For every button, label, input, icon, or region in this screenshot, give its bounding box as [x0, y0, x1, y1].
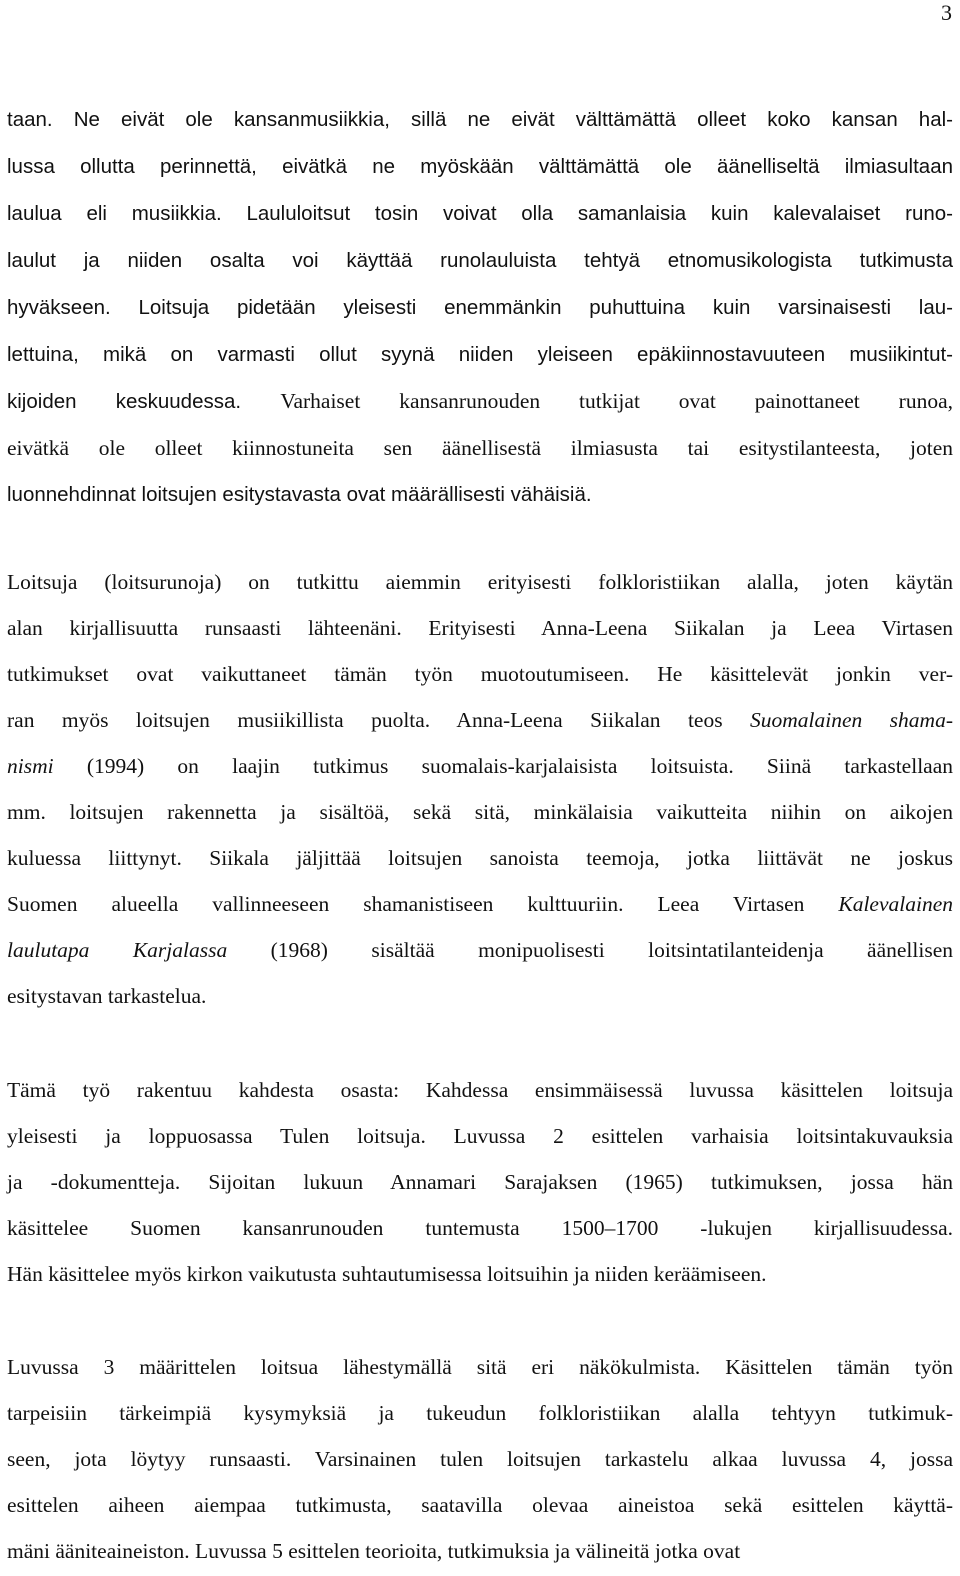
text-line	[7, 284, 953, 331]
text-line	[7, 1205, 953, 1251]
text-line	[7, 190, 953, 237]
text-line	[7, 378, 953, 425]
text-line	[7, 425, 953, 471]
text-segment: Suomen alueella vallinneeseen shamanistiseen kulttuuriin. Leea Virtasen	[7, 892, 839, 916]
italic-title: laulutapa Karjalassa	[7, 938, 228, 962]
text-line	[7, 96, 953, 143]
text-line	[7, 1390, 953, 1436]
text-line	[7, 1067, 953, 1113]
text-line	[7, 1344, 953, 1390]
text-line	[7, 1251, 953, 1297]
text-line	[7, 1482, 953, 1528]
text-segment: kuluessa liittynyt. Siikala jäljittää loitsujen sanoista teemoja, jotka liittävät ne joskus	[7, 846, 953, 870]
text-line	[7, 471, 953, 518]
text-line	[7, 605, 953, 651]
text-segment: Loitsuja (loitsurunoja) on tutkittu aiemmin erityisesti folkloristiikan alalla, joten käytän	[7, 570, 953, 594]
text-segment: tutkimukset ovat vaikuttaneet tämän työn muotoutumiseen. He käsittelevät jonkin ver-	[7, 662, 953, 686]
text-segment: hyväkseen.	[7, 296, 139, 319]
page-number: 3	[941, 0, 952, 25]
text-segment: Laululoitsut tosin voivat olla samanlaisia kuin kalevalaiset runo-	[246, 202, 953, 225]
text-segment: esittelen aiheen aiempaa tutkimusta, saatavilla olevaa aineistoa sekä esittelen käyttä-	[7, 1493, 953, 1517]
text-line	[7, 927, 953, 973]
text-segment: laulua eli musiikkia.	[7, 202, 247, 225]
text-line	[7, 559, 953, 605]
text-segment: tarpeisiin tärkeimpiä kysymyksiä ja tukeudun folkloristiikan alalla tehtyyn tutkimuk-	[7, 1401, 953, 1425]
text-segment: laulut ja niiden osalta voi käyttää runolauluista tehtyä etnomusikologista tutkimusta	[7, 249, 953, 272]
paragraph-4	[7, 1344, 953, 1574]
text-segment: yleisesti ja loppuosassa Tulen loitsuja. Luvussa 2 esittelen varhaisia loitsintakuvauksia	[7, 1124, 953, 1148]
text-segment: Loitsuja pidetään yleisesti enemmänkin puhuttuina kuin varsinaisesti lau-	[138, 296, 953, 319]
italic-title: Kalevalainen	[838, 892, 953, 916]
text-segment: Hän käsittelee myös kirkon vaikutusta suhtautumisessa loitsuihin ja niiden keräämiseen.	[7, 1262, 767, 1286]
text-line	[7, 697, 953, 743]
text-segment: ja -dokumentteja. Sijoitan lukuun Annamari Sarajaksen (1965) tutkimuksen, jossa hän	[7, 1170, 953, 1194]
paragraph-1	[7, 96, 953, 518]
paragraph-2	[7, 559, 953, 1019]
text-segment: Ne eivät ole kansanmusiikkia, sillä ne eivät välttämättä olleet koko kansan hal-	[73, 108, 953, 131]
paragraph-3	[7, 1067, 953, 1297]
text-segment: käsittelee Suomen kansanrunouden tuntemusta 1500–1700 -lukujen kirjallisuudessa.	[7, 1216, 953, 1240]
italic-title: Suomalainen shama-	[750, 708, 953, 732]
text-segment: lussa ollutta perinnettä, eivätkä ne myöskään välttämättä ole äänelliseltä ilmiasultaan	[7, 155, 953, 178]
text-segment: esitystavan tarkastelua.	[7, 984, 207, 1008]
text-line	[7, 1113, 953, 1159]
text-line	[7, 835, 953, 881]
text-segment: alan kirjallisuutta runsaasti lähteenäni. Erityisesti Anna-Leena Siikalan ja Leea Virtasen	[7, 616, 953, 640]
text-segment: Varhaiset kansanrunouden tutkijat ovat painottaneet runoa,	[280, 389, 954, 413]
text-line	[7, 1436, 953, 1482]
text-segment: mäni ääniteaineiston. Luvussa 5 esittelen teorioita, tutkimuksia ja välineitä jotka ovat	[7, 1539, 741, 1563]
text-line	[7, 973, 953, 1019]
text-line	[7, 743, 953, 789]
text-segment: seen, jota löytyy runsaasti. Varsinainen tulen loitsujen tarkastelu alkaa luvussa 4, jossa	[7, 1447, 953, 1471]
text-segment: mm. loitsujen rakennetta ja sisältöä, sekä sitä, minkälaisia vaikutteita niihin on aikojen	[7, 800, 953, 824]
text-line	[7, 881, 953, 927]
text-line	[7, 143, 953, 190]
text-segment: eivätkä ole olleet kiinnostuneita sen äänellisestä ilmiasusta tai esitystilanteesta, joten	[7, 436, 953, 460]
text-segment: taan.	[7, 108, 74, 131]
text-line	[7, 1159, 953, 1205]
text-segment: (1994) on laajin tutkimus suomalais-karjalaisista loitsuista. Siinä tarkastellaan	[53, 754, 953, 778]
text-segment: ran myös loitsujen musiikillista puolta. Anna-Leena Siikalan teos	[7, 708, 750, 732]
text-line	[7, 789, 953, 835]
italic-title: nismi	[7, 754, 54, 778]
text-segment: Tämä työ rakentuu kahdesta osasta: Kahdessa ensimmäisessä luvussa käsittelen loitsuja	[7, 1078, 953, 1102]
text-segment: lettuina, mikä on varmasti ollut syynä niiden yleiseen epäkiinnostavuuteen musiikintut-	[7, 343, 953, 366]
text-line	[7, 237, 953, 284]
text-segment: luonnehdinnat loitsujen esitystavasta ovat määrällisesti vähäisiä.	[7, 483, 592, 506]
text-segment: (1968) sisältää monipuolisesti loitsintatilanteidenja äänellisen	[227, 938, 954, 962]
text-segment: kijoiden keskuudessa.	[7, 390, 281, 413]
text-line	[7, 331, 953, 378]
text-line	[7, 651, 953, 697]
text-segment: Luvussa 3 määrittelen loitsua lähestymällä sitä eri näkökulmista. Käsittelen tämän työn	[7, 1355, 953, 1379]
text-line	[7, 1528, 953, 1574]
